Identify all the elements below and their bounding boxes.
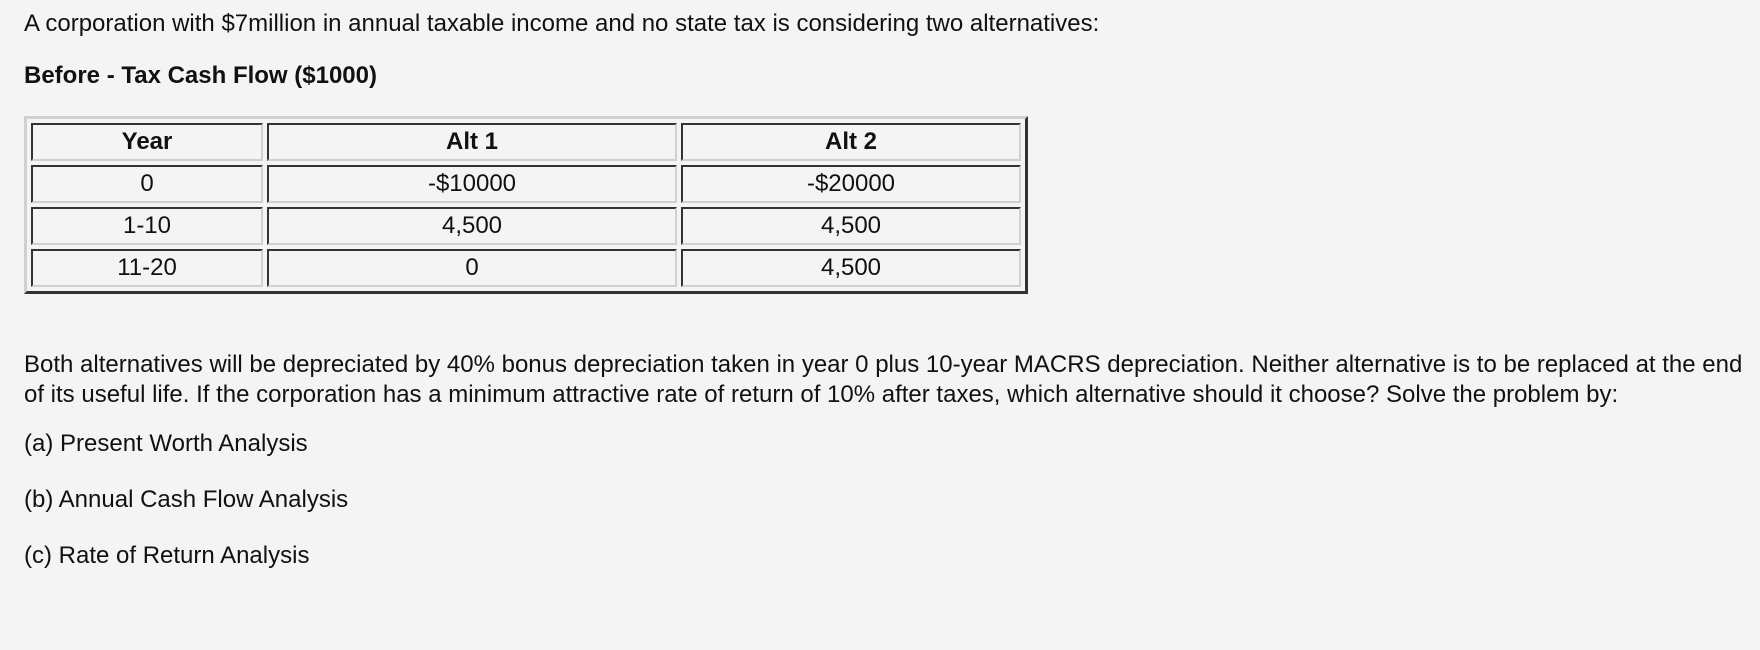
table-title: Before - Tax Cash Flow ($1000) xyxy=(24,62,377,89)
part-b: (b) Annual Cash Flow Analysis xyxy=(24,486,349,513)
header-year: Year xyxy=(31,123,263,161)
cell-year: 11-20 xyxy=(31,249,263,287)
cell-alt-2: -$20000 xyxy=(681,165,1021,203)
problem-page xyxy=(24,8,1754,596)
problem-description: Both alternatives will be depreciated by 40% bonus depreciation taken in year 0 plus 10-year MACRS depreciation. Neither alternative is to be replaced at the end of its useful life. If the corporation has a minimum attractive rate of return of 10% after taxes, which alternative should it choose? Solve the problem by: xyxy=(24,351,1743,408)
part-c: (c) Rate of Return Analysis xyxy=(24,542,310,569)
cash-flow-table xyxy=(24,116,1028,294)
table-row xyxy=(31,207,1021,245)
cell-year: 1-10 xyxy=(31,207,263,245)
part-a: (a) Present Worth Analysis xyxy=(24,430,308,457)
header-alt-1: Alt 1 xyxy=(267,123,677,161)
cell-alt-2: 4,500 xyxy=(681,207,1021,245)
table-header-row xyxy=(31,123,1021,161)
cell-alt-2: 4,500 xyxy=(681,249,1021,287)
intro-text: A corporation with $7million in annual taxable income and no state tax is considering two alternatives: xyxy=(24,10,1100,37)
table-row xyxy=(31,165,1021,203)
cell-alt-1: 4,500 xyxy=(267,207,677,245)
cell-year: 0 xyxy=(31,165,263,203)
header-alt-2: Alt 2 xyxy=(681,123,1021,161)
table-row xyxy=(31,249,1021,287)
cell-alt-1: 0 xyxy=(267,249,677,287)
cell-alt-1: -$10000 xyxy=(267,165,677,203)
